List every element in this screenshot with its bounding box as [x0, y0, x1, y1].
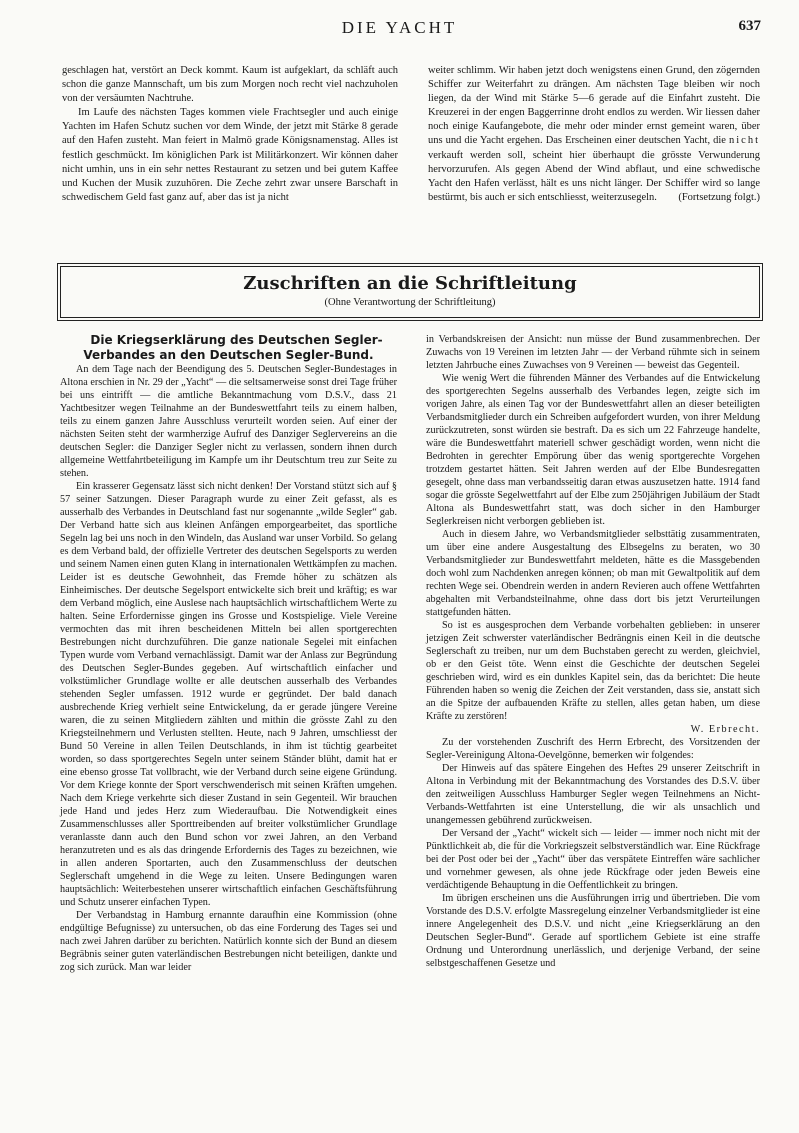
paragraph: Auch in diesem Jahre, wo Verbandsmitglieder selbsttätig zusammentraten, um über eine andere Ausgestaltung des Elbsegelns zu beraten, wo 30 Verbandsmitglieder zur Bundeswettfahrt meldeten, hätte es die Massgebenden doch wohl zum Nachdenken anregen können; ob man mit Gewaltpolitik auf dem rechten Wege sei. Obendrein werden in andern Revieren auch offene Wettfahrten abgehalten mit Verbandsteilnahme, ohne dass dort bis jetzt Verurteilungen stattgefunden hätten.	[426, 529, 760, 618]
paragraph: Ein krasserer Gegensatz lässt sich nicht denken! Der Vorstand stützt sich auf § 57 seiner Satzungen. Dieser Paragraph wurde zu einer Zeit gefasst, als es ausserhalb des Verbandes in Deutschland fast nur sogenannte „wilde Segler“ gab. Der Verband hatte sich aus kleinen Anfängen emporgearbeitet, das sportliche Segeln lag bei uns noch in den Windeln, das Ausland war unser Vorbild. So gelang es dem Verband bald, der offizielle Vertreter des deutschen Segelsports zu werden und seinem Namen einen guten Klang in internationalen Wettkämpfen zu machen. Leider ist es deutsche Gewohnheit, das Fremde höher zu schätzen als Einheimisches. Der deutsche Segelsport entwickelte sich breit und kräftig; es war dem Verband möglich, eine Auslese nach hauptsächlich wirtschaftlichem Werte zu halten. Seine Erfordernisse gingen ins Grosse und Kostspielige. Viele Vereine vermochten das mit ihren bescheidenen Mitteln bei allen sportgerechten Bestrebungen nicht durchzuführen. Die ganze nationale Segelei mit einfachen Typen wurde vom Verband vernachlässigt. Damit war der Anlass zur Begründung des Deutschen Segler-Bundes gegeben. Auf wirtschaftlich einfacher und volkstümlicher Grundlage wollte er alle deutschen ausserhalb des Verbandes stehenden Segler umfassen. 1912 wurde er gegründet. Der bald danach ausbrechende Krieg verhielt seine Entwickelung, da er gerade jüngere Vereine waren, die zu seinen Mitgliedern zählten und mithin die grösste Zahl zu den Kriegsteilnehmern und Verlusten stellten. Heute, nach 9 Jahren, umschliesst der Bund 50 Vereine in allen Teilen Deutschlands, in ihm ist tüchtig gearbeitet worden, so dass sportgerechtes Segeln unter seinem Ständer blüht, damit hat er eine ebenso grosse Tat vollbracht, wie der Verband durch seine eigene Gründung. Vor dem Kriege konnte der Sport verschwenderisch mit seinen Kräften umgehen. Nach dem Kriege verkehrte sich dieser Zustand in sein Gegenteil. Wir brauchen jede Hand und jedes Herz zum Wiederaufbau. Die Notwendigkeit eines Zusammenschlusses aller Sporttreibenden auf breiter volkstümlicher Grundlage veranlasste dann auch den Bund schon vor zwei Jahren, an den Verband heranzutreten und es als das dringende Erfordernis des Tages zu bezeichnen, wie in allen anderen Sportarten, auch den Zusammenschluss der deutschen Seglerschaft umgehend in die Wege zu leiten. Unsere Bedingungen waren hauptsächlich: Weiterbestehen unserer wirtschaftlich einfachen Geschäftsführung und Schutz unserer einfachen Typen.	[60, 481, 397, 908]
page-header	[0, 14, 799, 38]
continued-note: (Fortsetzung folgt.)	[678, 191, 760, 203]
emphasis-text: nicht	[729, 135, 760, 147]
paragraph: Im übrigen erscheinen uns die Ausführungen irrig und übertrieben. Die vom Vorstande des D.S.V. erfolgte Massregelung einzelner Verbandsmitglieder ist eine innere Angelegenheit des D.S.V. und nicht „eine Kriegserklärung an den Deutschen Segler-Bund“. Gerade auf sportlichem Gebiete ist eine straffe Ordnung und Unterordnung unerlässlich, und derjenige Verband, der seine selbstgeschaffenen Gesetze und	[426, 893, 760, 969]
signature: W. Erbrecht.	[690, 724, 760, 735]
paragraph-text: weiter schlimm. Wir haben jetzt doch wenigstens einen Grund, den zögernden Schiffer zur Weiterfahrt zu drängen. Am nächsten Tage bleiben wir noch liegen, da der Wind mit Stärke 5—6 gerade auf die Einfahrt zusteht. Die Kreuzerei in der engen Baggerrinne droht endlos zu werden. Wir liessen daher noch einige Kaufangebote, die mehr oder minder ernst gemeint waren, über uns und die Yacht ergehen. Das Erscheinen einer deutschen Yacht, die	[428, 65, 760, 147]
top-right-column	[428, 64, 760, 205]
paragraph	[428, 64, 760, 205]
article-right-column	[426, 333, 760, 970]
paragraph: Der Verbandstag in Hamburg ernannte daraufhin eine Kommission (ohne endgültige Befugnisse) zu untersuchen, ob das eine Forderung des Tages sei und nach zwei Jahren darüber zu berichten. Natürlich konnte sich der Bund an diesem Begräbnis seiner guten vaterländischen Bestrebungen nicht beteiligen, dankte und zog sich zurück. Man war leider	[60, 910, 397, 973]
article-title: Die Kriegserklärung des Deutschen Segler-Verbandes an den Deutschen Segler-Bund.	[83, 333, 383, 362]
paragraph: So ist es ausgesprochen dem Verbande vorbehalten geblieben: in unserer jetzigen Zeit schwerster vaterländischer Bedrängnis einen Keil in die deutsche Seglerschaft zu treiben, nur um dem Buchstaben gerecht zu werden, gleichviel, ob er den Geist töte. Wenn einst die Geschichte der deutschen Segelei geschrieben wird, wird es ein dunkles Kapitel sein, das da berichtet: Die heute Führenden haben so wenig die Zeichen der Zeit verstanden, dass sie, anstatt sich an die Spitze der aufbauenden Kräfte zu stellen, alles getan haben, um diese Kräfte zu zerstören!	[426, 620, 760, 722]
paragraph: Zu der vorstehenden Zuschrift des Herrn Erbrecht, des Vorsitzenden der Segler-Vereinigung Altona-Oevelgönne, bemerken wir folgendes:	[426, 737, 760, 761]
paragraph: Der Hinweis auf das spätere Eingehen des Heftes 29 unserer Zeitschrift in Altona in Verbindung mit der Bekanntmachung des Vorstandes des D.S.V. über den zeitweiligen Ausschluss Hamburger Segler wegen Teilnehmens an Nicht-Verbands-Wettfahrten ist eine Unterstellung, die wir als unsachlich und unangemessen gebührend zurückweisen.	[426, 763, 760, 826]
section-title: Zuschriften an die Schriftleitung	[243, 273, 577, 294]
paragraph: Wie wenig Wert die führenden Männer des Verbandes auf die Entwickelung des sportgerechten Segelns ausserhalb des Verbandes legen, zeigte sich im vorigen Jahre, als einen Tag vor der Bundeswettfahrt allen an dieser beteiligten Verbandsmitglieder durch ein Schreiben aufgefordert wurden, von ihrer Meldung zurückzutreten, sonst würden sie bestraft. Da es sich um 22 Fahrzeuge handelte, wäre die Bundeswettfahrt materiell schwer geschädigt worden, wenn nicht die Bedrohten in gerechter Empörung über das wenig sportgerechte Vorgehen trotzdem gestartet hätten. Seit Jahren werden auf der Elbe Bundesregatten gesegelt, ohne dass man verbandsseitig daran etwas auszusetzen hatte. 1914 fand sogar die grösste Segelwettfahrt auf der Elbe zum 250jährigen Jubiläum der Stadt Altona als Bundeswettfahrt statt, was doch sicher in den Hamburger Seglerkreisen nicht verborgen geblieben ist.	[426, 373, 760, 527]
page-number: 637	[738, 18, 761, 34]
paragraph: Der Versand der „Yacht“ wickelt sich — leider — immer noch nicht mit der Pünktlichkeit ab, die für die Vorkriegszeit selbstverständlich war. Eine Rückfrage bei der Post oder bei der „Yacht“ über das verspätete Eintreffen wäre sachlicher und vornehmer gewesen, als ohne jede Rückfrage oder jeden Beweis eine verdächtigende Behauptung in die Oeffentlichkeit zu bringen.	[426, 828, 760, 891]
paragraph-text: verkauft werden soll, scheint hier überhaupt die grösste Verwunderung hervorzurufen. Als gegen Abend der Wind abflaut, und eine schwedische Yacht den Hafen verlässt, hält es uns nicht länger. Der Schiffer wird so lange bestürmt, bis auch er sich entschliesst, weiterzusegeln.	[428, 149, 760, 203]
paragraph: An dem Tage nach der Beendigung des 5. Deutschen Segler-Bundestages in Altona erschien in Nr. 29 der „Yacht“ — die seltsamerweise sonst drei Tage früher bei uns eintrifft — die amtliche Bekanntmachung vom D.S.V., dass 21 Yachtbesitzer wegen Teilnahme an der Bundeswettfahrt teils zu einem halben, teils zu einem ganzen Jahre Ausschluss verurteilt worden seien. Auf einer der nächsten Seiten steht der warmherzige Aufruf des Danziger Seglervereins an die deutschen Segler: die Danziger Segler nicht zu verlassen, sondern ihnen durch allgemeine Wettfahrtbeteiligung im Kampfe um ihr Deutschtum treu zur Seite zu stehen.	[60, 364, 397, 479]
top-left-column	[62, 64, 398, 205]
paragraph: geschlagen hat, verstört an Deck kommt. Kaum ist aufgeklart, da schläft auch schon die ganze Mannschaft, um bis zum Morgen noch recht viel nachzuholen von der versäumten Nachtruhe.	[62, 65, 398, 105]
paragraph: Im Laufe des nächsten Tages kommen viele Frachtsegler und auch einige Yachten im Hafen Schutz suchen vor dem Winde, der jetzt mit Stärke 8 gerade auf den Hafen zusteht. Man feiert in Malmö grade Königsnamenstag. Alles ist festlich geschmückt. Im königlichen Park ist Militärkonzert. Wir können daher nicht umhin, uns in ein sehr nettes Restaurant zu setzen und bei gutem Kaffee und Kuchen der Musik zuzuhören. Die Zeche zehrt zwar unsere Barschaft in schwedischem Geld fast ganz auf, aber das ist ja nicht	[62, 107, 398, 203]
paragraph: in Verbandskreisen der Ansicht: nun müsse der Bund zusammenbrechen. Der Zuwachs von 19 Vereinen im letzten Jahr — der Verband rühmte sich in seinem letzten Jahrbuche eines Zuwachses von 9 Vereinen — beweist das Gegenteil.	[426, 334, 760, 371]
journal-title: DIE YACHT	[341, 18, 458, 37]
section-frame	[60, 266, 760, 318]
article-left-column	[60, 333, 397, 974]
section-subtitle: (Ohne Verantwortung der Schriftleitung)	[324, 297, 496, 308]
